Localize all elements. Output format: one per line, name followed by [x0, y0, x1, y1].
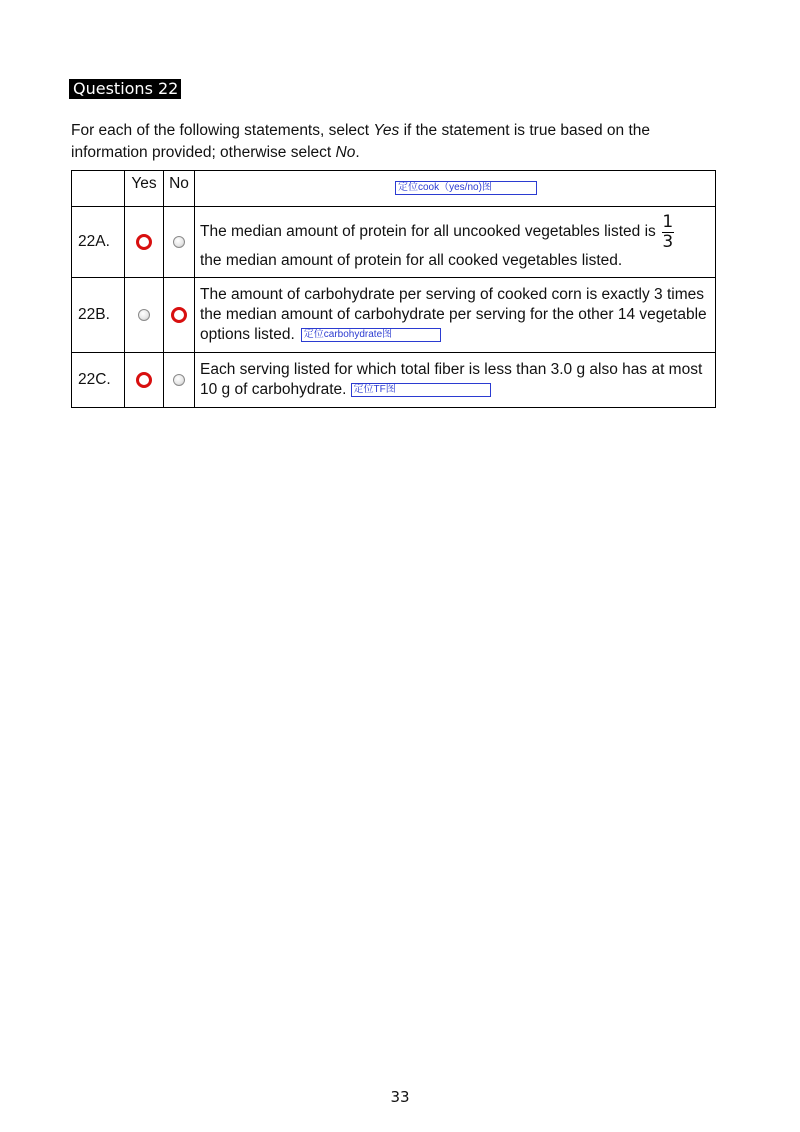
question-title: Questions 22 — [69, 79, 181, 99]
instructions-part2: if the statement is true based on the information provided; otherwise select — [71, 122, 650, 161]
header-statement-cell — [195, 171, 716, 207]
row-label-22a: 22A. — [72, 207, 125, 278]
fraction-one-third — [662, 211, 674, 252]
instructions-part1: For each of the following statements, select — [71, 122, 374, 139]
statement-22b — [195, 278, 716, 353]
table-row-22a — [72, 207, 716, 278]
fraction-denominator: 3 — [662, 231, 674, 252]
instructions — [71, 120, 711, 164]
no-radio-22c[interactable] — [164, 353, 195, 408]
locator-box-carbohydrate: 定位carbohydrate图 — [301, 328, 441, 342]
yes-radio-22a[interactable] — [125, 207, 164, 278]
table-row-22c — [72, 353, 716, 408]
yes-radio-22c[interactable] — [125, 353, 164, 408]
statement-22a — [195, 207, 716, 278]
fraction-numerator: 1 — [662, 211, 674, 232]
instructions-part3: . — [355, 144, 360, 161]
header-yes: Yes — [125, 171, 164, 207]
statement-22c-text: Each serving listed for which total fiber is less than 3.0 g also has at most 10 g of carbohydrate. — [200, 361, 703, 398]
no-radio-22a[interactable] — [164, 207, 195, 278]
selected-radio-icon — [136, 372, 152, 388]
unselected-radio-icon — [173, 236, 185, 248]
instructions-yes-word: Yes — [373, 122, 400, 139]
table-row-22b — [72, 278, 716, 353]
yes-radio-22b[interactable] — [125, 278, 164, 353]
selected-radio-icon — [136, 234, 152, 250]
unselected-radio-icon — [138, 309, 150, 321]
yes-no-table — [71, 170, 716, 408]
statement-22b-text: The amount of carbohydrate per serving of cooked corn is exactly 3 times the median amount of carbohydrate per serving for the other 14 vegetable options listed. — [200, 286, 707, 343]
row-label-22c: 22C. — [72, 353, 125, 408]
statement-22a-text-after: the median amount of protein for all cooked vegetables listed. — [200, 251, 623, 269]
locator-box-cook: 定位cook（yes/no)图 — [395, 181, 537, 195]
no-radio-22b[interactable] — [164, 278, 195, 353]
statement-22a-text-before: The median amount of protein for all uncooked vegetables listed is — [200, 223, 656, 240]
header-no: No — [164, 171, 195, 207]
header-label-cell — [72, 171, 125, 207]
page-number: 33 — [390, 1088, 410, 1106]
selected-radio-icon — [171, 307, 187, 323]
row-label-22b: 22B. — [72, 278, 125, 353]
instructions-no-word: No — [335, 144, 356, 161]
table-header-row — [72, 171, 716, 207]
statement-22c — [195, 353, 716, 408]
locator-box-tf: 定位TF图 — [351, 383, 491, 397]
unselected-radio-icon — [173, 374, 185, 386]
